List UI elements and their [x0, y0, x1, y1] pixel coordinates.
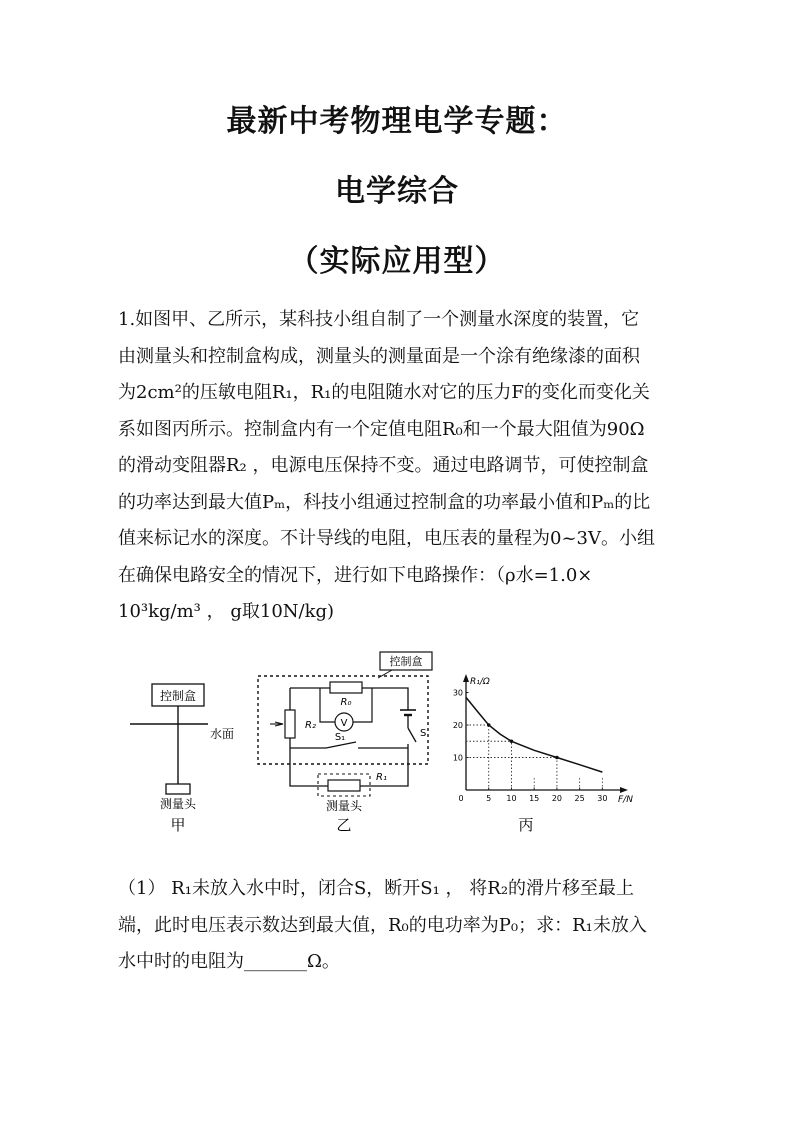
- chart-x-tick-label: 20: [551, 794, 563, 803]
- jia-head-label: 测量头: [159, 797, 197, 811]
- chart-x-tick-label: 30: [597, 794, 608, 803]
- problem-line: 的功率达到最大值Pₘ，科技小组通过控制盒的功率最小值和Pₘ的比: [118, 491, 651, 513]
- chart-x-tick-label: 10: [506, 794, 517, 803]
- yi-r2-label: R₂: [305, 720, 316, 731]
- problem-line: 的滑动变阻器R₂ ，电源电压保持不变。通过电路调节，可使控制盒: [118, 455, 649, 476]
- figure: [130, 648, 646, 834]
- problem-line: 10³kg/m³ ， g取10N/kg): [118, 601, 335, 622]
- chart-y-tick-label: 10: [452, 753, 463, 763]
- chart-x-tick-label: 15: [529, 794, 540, 803]
- question-line: 端，此时电压表示数达到最大值，R₀的电功率为P₀；求：R₁未放入: [118, 914, 647, 936]
- chart-x-tick-label: 5: [486, 794, 492, 803]
- problem-paragraph: [118, 302, 690, 631]
- chart-point: [555, 756, 559, 760]
- problem-line: 系如图丙所示。控制盒内有一个定值电阻R₀和一个最大阻值为90Ω: [118, 418, 645, 440]
- chart-y-tick-label: 30: [452, 688, 463, 698]
- yi-r2-rheostat: [285, 710, 295, 738]
- jia-measuring-head: [166, 784, 190, 794]
- yi-s-label: S: [420, 728, 427, 739]
- jia-caption: 甲: [170, 816, 186, 834]
- chart-x-tick-label: 25: [574, 794, 585, 803]
- yi-r1-resistor: [328, 780, 360, 791]
- yi-r0-resistor: [330, 682, 362, 693]
- title-line-3: （实际应用型）: [288, 244, 506, 279]
- figure-yi: [258, 652, 432, 834]
- figure-bing-chart: [453, 674, 633, 834]
- yi-r1-label: R₁: [376, 772, 387, 783]
- question-line: （1） R₁未放入水中时，闭合S，断开S₁ ， 将R₂的滑片移至最上: [118, 878, 635, 899]
- problem-line: 在确保电路安全的情况下，进行如下电路操作：（ρ水=1.0×: [118, 564, 593, 586]
- title-line-2: 电学综合: [335, 174, 459, 209]
- yi-tag-pointer: [378, 670, 392, 678]
- yi-s1-label: S₁: [334, 732, 346, 743]
- question-line: 水中时的电阻为_______Ω。: [118, 951, 340, 972]
- chart-x-label: F/N: [618, 795, 633, 805]
- problem-line: 为2cm²的压敏电阻R₁，R₁的电阻随水对它的压力F的变化而变化关: [118, 382, 650, 403]
- chart-y-label: R₁/Ω: [470, 677, 490, 687]
- yi-caption: 乙: [336, 816, 352, 834]
- question-1: [118, 871, 690, 981]
- bing-caption: 丙: [518, 816, 534, 834]
- title-line-1: 最新中考物理电学专题：: [226, 104, 568, 139]
- yi-head-label: 测量头: [325, 799, 363, 813]
- jia-box-label: 控制盒: [159, 689, 197, 703]
- chart-x-tick-label: 0: [458, 794, 464, 803]
- chart-curve: [466, 697, 602, 772]
- chart-x-arrow: [620, 787, 628, 793]
- chart-y-tick-label: 20: [452, 721, 463, 730]
- problem-line: 值来标记水的深度。不计导线的电阻，电压表的量程为0~3V。小组: [118, 528, 655, 549]
- jia-water-label: 水面: [210, 727, 235, 741]
- figure-jia: [130, 684, 234, 834]
- yi-box-label: 控制盒: [389, 655, 423, 668]
- problem-line: 由测量头和控制盒构成，测量头的测量面是一个涂有绝缘漆的面积: [118, 345, 640, 367]
- yi-voltmeter-label: V: [340, 718, 348, 729]
- chart-point: [487, 723, 491, 727]
- chart-point: [510, 739, 514, 743]
- problem-line: 1.如图甲、乙所示，某科技小组自制了一个测量水深度的装置，它: [118, 309, 640, 330]
- yi-r0-label: R₀: [340, 697, 352, 708]
- yi-switch-s: [408, 728, 416, 742]
- chart-y-arrow: [463, 674, 469, 682]
